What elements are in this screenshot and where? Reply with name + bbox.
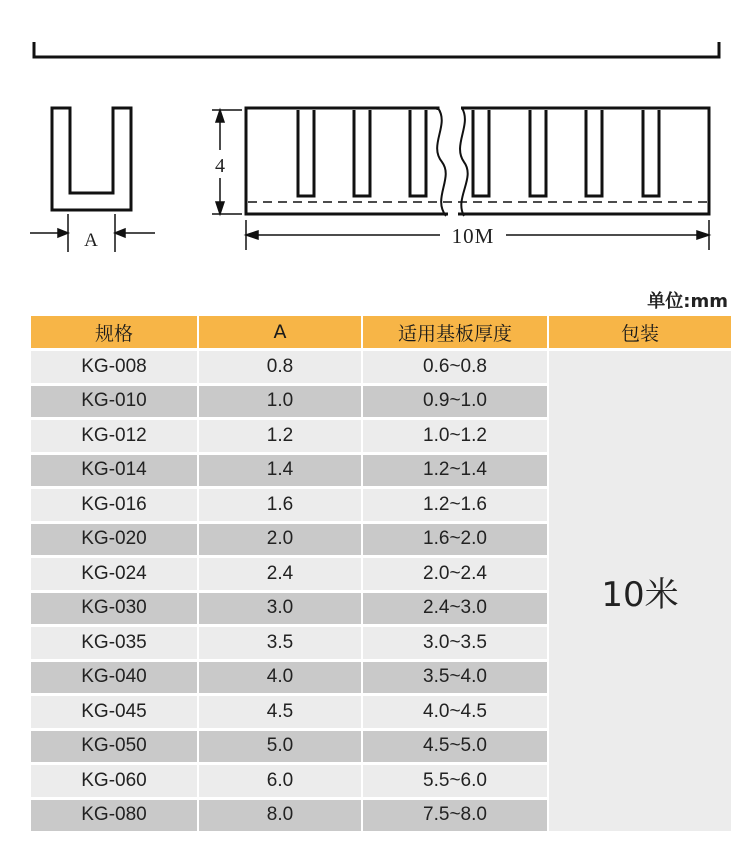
width-dimension-label: A (84, 230, 98, 251)
cell-a: 5.0 (199, 731, 361, 763)
header-packaging: 包装 (549, 316, 731, 348)
height-dimension-label: 4 (215, 155, 225, 177)
cell-model: KG-030 (31, 593, 197, 625)
cell-a: 4.5 (199, 696, 361, 728)
u-profile-section (52, 108, 131, 210)
cell-thickness: 0.6~0.8 (363, 351, 547, 383)
cell-model: KG-080 (31, 800, 197, 832)
cell-thickness: 1.6~2.0 (363, 524, 547, 556)
cell-thickness: 1.2~1.6 (363, 489, 547, 521)
cell-model: KG-060 (31, 765, 197, 797)
cell-thickness: 3.0~3.5 (363, 627, 547, 659)
cell-thickness: 4.0~4.5 (363, 696, 547, 728)
header-thickness: 适用基板厚度 (363, 316, 547, 348)
cell-thickness: 0.9~1.0 (363, 386, 547, 418)
cell-model: KG-050 (31, 731, 197, 763)
cell-packaging: 10米 (549, 351, 731, 831)
cell-thickness: 4.5~5.0 (363, 731, 547, 763)
cell-a: 6.0 (199, 765, 361, 797)
cell-thickness: 5.5~6.0 (363, 765, 547, 797)
cell-thickness: 3.5~4.0 (363, 662, 547, 694)
header-a: A (199, 316, 361, 348)
cell-a: 1.0 (199, 386, 361, 418)
cell-a: 4.0 (199, 662, 361, 694)
technical-drawing (0, 0, 750, 280)
cell-model: KG-016 (31, 489, 197, 521)
cell-model: KG-008 (31, 351, 197, 383)
cell-model: KG-024 (31, 558, 197, 590)
cell-a: 1.6 (199, 489, 361, 521)
cell-model: KG-045 (31, 696, 197, 728)
cell-model: KG-012 (31, 420, 197, 452)
cell-thickness: 7.5~8.0 (363, 800, 547, 832)
cell-model: KG-040 (31, 662, 197, 694)
cell-a: 2.4 (199, 558, 361, 590)
cell-thickness: 2.4~3.0 (363, 593, 547, 625)
comb-strip-side-view (246, 108, 709, 214)
cell-model: KG-010 (31, 386, 197, 418)
cell-a: 2.0 (199, 524, 361, 556)
break-symbol (437, 108, 468, 216)
length-dimension-label: 10M (451, 224, 495, 248)
cell-a: 3.5 (199, 627, 361, 659)
cell-a: 1.2 (199, 420, 361, 452)
spec-table (29, 313, 733, 834)
table-header-row (31, 316, 731, 348)
cell-model: KG-020 (31, 524, 197, 556)
cell-thickness: 2.0~2.4 (363, 558, 547, 590)
table-row (31, 351, 731, 383)
cell-a: 3.0 (199, 593, 361, 625)
header-model: 规格 (31, 316, 197, 348)
cell-thickness: 1.2~1.4 (363, 455, 547, 487)
cell-model: KG-035 (31, 627, 197, 659)
unit-note: 单位:mm (647, 291, 728, 312)
cell-thickness: 1.0~1.2 (363, 420, 547, 452)
cell-a: 8.0 (199, 800, 361, 832)
cell-model: KG-014 (31, 455, 197, 487)
top-bracket-line (34, 42, 719, 57)
cell-a: 0.8 (199, 351, 361, 383)
cell-a: 1.4 (199, 455, 361, 487)
